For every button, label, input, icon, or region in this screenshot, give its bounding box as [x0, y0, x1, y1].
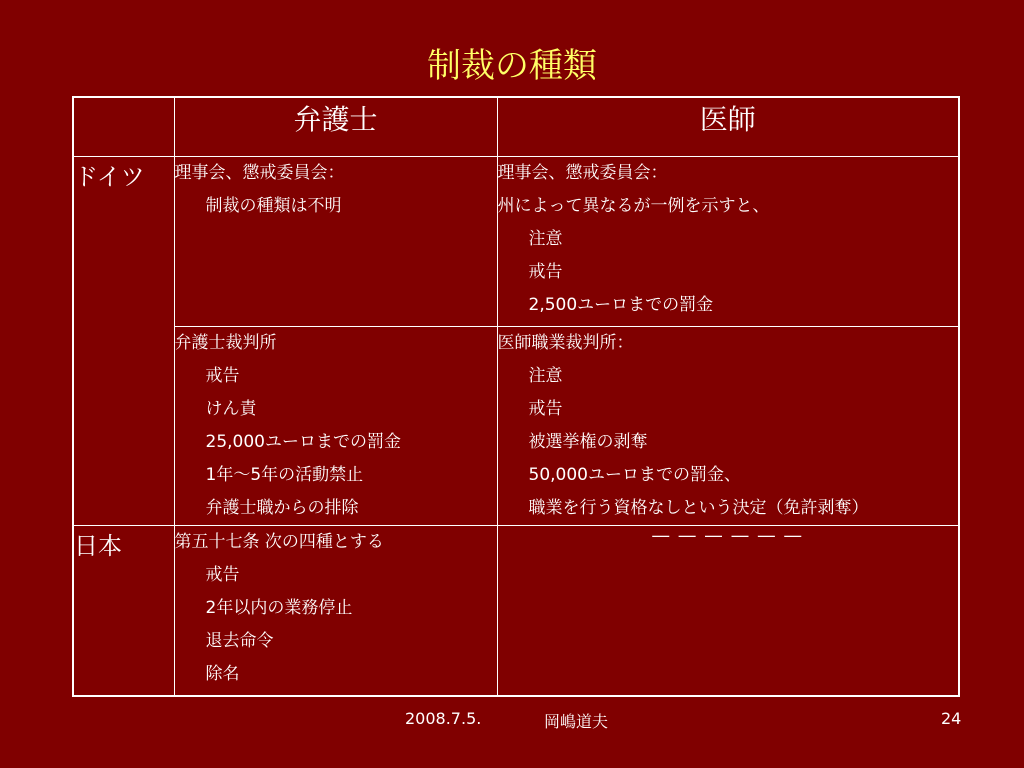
cell-line: 弁護士職からの排除 [205, 498, 359, 518]
cell-line: 被選挙権の剥奪 [528, 432, 648, 452]
germany-doctor-court-cell [497, 327, 959, 526]
country-japan: 日本 [73, 526, 174, 696]
cell-line: 州によって異なるが一例を示すと、 [497, 196, 770, 216]
cell-line: 戒告 [528, 262, 563, 282]
cell-line: 2年以内の業務停止 [205, 598, 353, 618]
cell-line: 1年～5年の活動禁止 [205, 465, 364, 485]
cell-line: 制裁の種類は不明 [205, 196, 342, 216]
table-header-row [73, 97, 959, 157]
cell-line: 注意 [528, 366, 563, 386]
cell-line: 弁護士裁判所 [174, 333, 277, 353]
country-germany: ドイツ [73, 157, 174, 526]
page-number: 24 [941, 709, 962, 728]
cell-line: 注意 [528, 229, 563, 249]
footer-author: 岡嶋道夫 [544, 712, 609, 731]
table-row [73, 526, 959, 696]
cell-line: 理事会、懲戒委員会： [497, 163, 668, 183]
sanctions-table [72, 96, 960, 697]
cell-line: 第五十七条 次の四種とする [174, 532, 384, 552]
cell-line: 職業を行う資格なしという決定（免許剥奪） [528, 498, 869, 518]
cell-line: 理事会、懲戒委員会： [174, 163, 345, 183]
germany-doctor-cell [497, 157, 959, 327]
cell-line: 医師職業裁判所： [497, 333, 634, 353]
japan-doctor-placeholder: ― ― ― ― ― ― [497, 526, 959, 696]
cell-line: 退去命令 [205, 631, 274, 651]
header-lawyer: 弁護士 [174, 97, 497, 157]
table-row [73, 327, 959, 526]
cell-line: 戒告 [205, 366, 240, 386]
slide-title: 制裁の種類 [427, 46, 597, 86]
cell-line: けん責 [205, 399, 257, 419]
germany-lawyer-cell [174, 157, 497, 327]
germany-lawyer-court-cell [174, 327, 497, 526]
header-country-cell [73, 97, 174, 157]
header-doctor: 医師 [497, 97, 959, 157]
footer-date: 2008.7.5. [405, 709, 482, 728]
cell-line: 50,000ユーロまでの罰金、 [528, 465, 741, 485]
cell-line: 25,000ユーロまでの罰金 [205, 432, 401, 452]
table-row [73, 157, 959, 327]
cell-line: 戒告 [528, 399, 563, 419]
cell-line: 戒告 [205, 565, 240, 585]
cell-line: 2,500ユーロまでの罰金 [528, 295, 714, 315]
japan-lawyer-cell [174, 526, 497, 696]
cell-line: 除名 [205, 664, 240, 684]
